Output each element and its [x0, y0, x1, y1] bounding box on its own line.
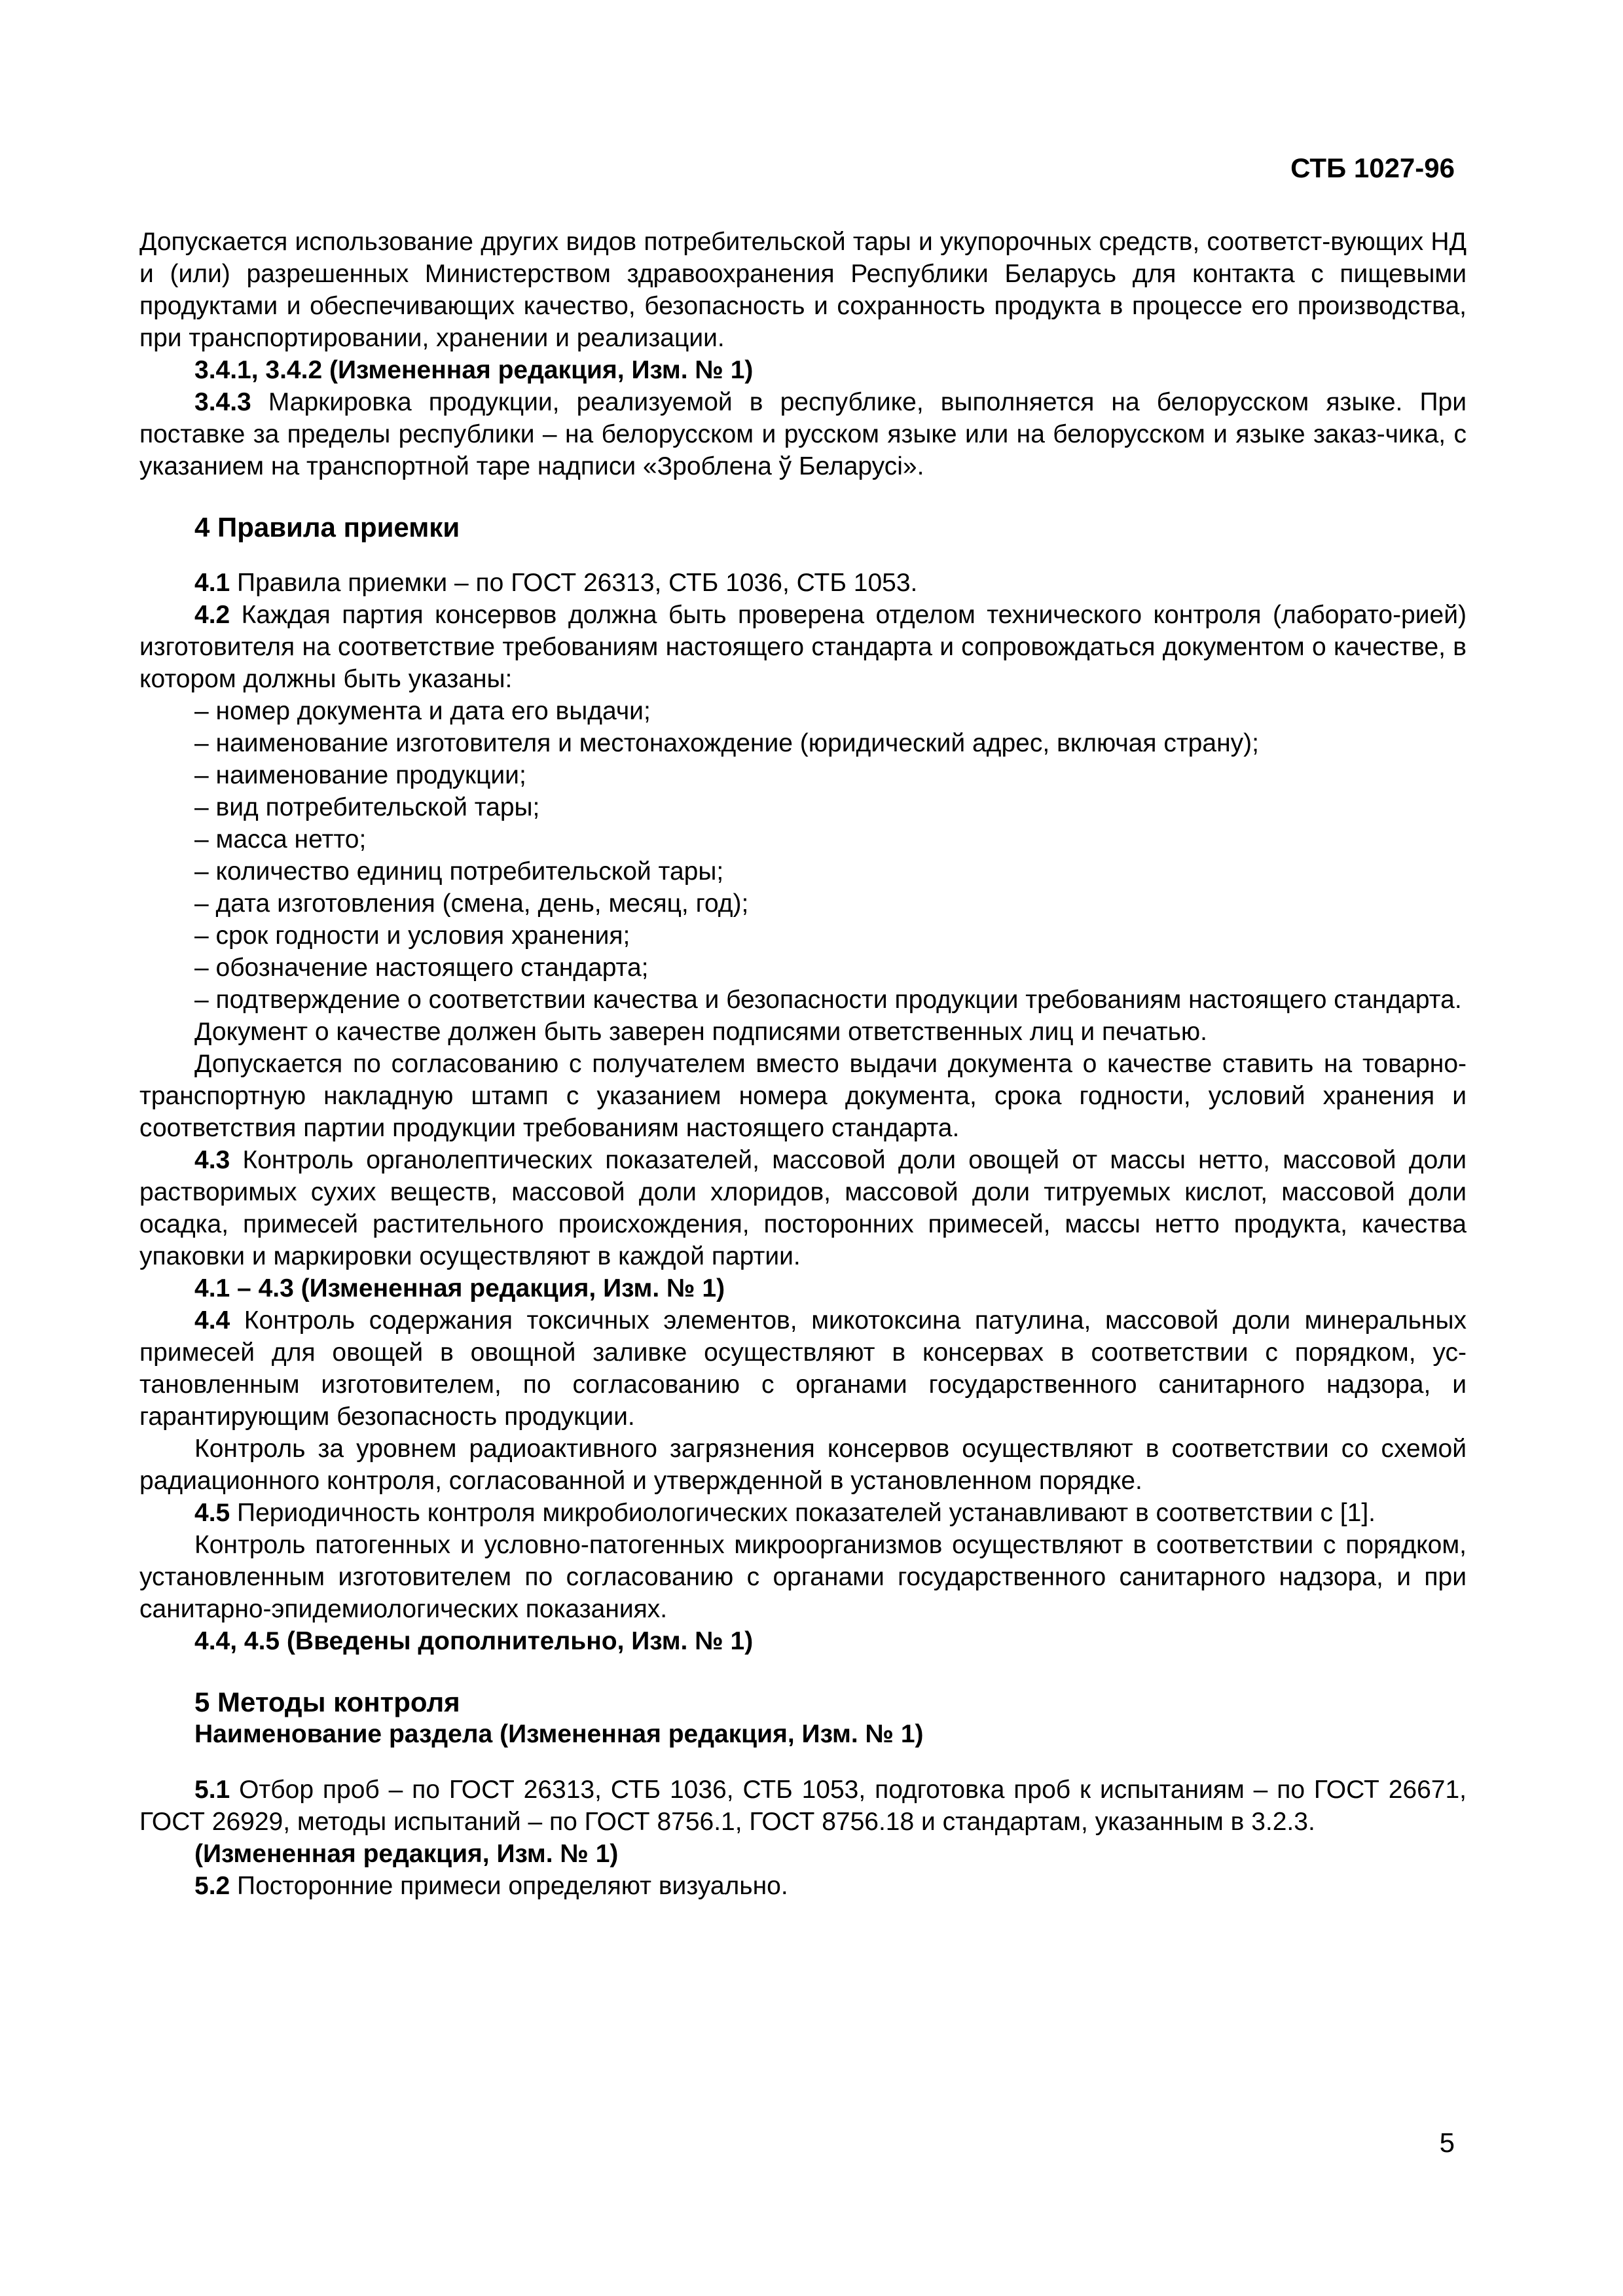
amendment-note: 3.4.1, 3.4.2 (Измененная редакция, Изм. № 1): [194, 356, 754, 384]
clause-number: 4.3: [194, 1146, 230, 1174]
clause-text: Контроль содержания токсичных элементов, микотоксина патулина, массовой доли минеральных примесей для овощей в овощной заливке осуществляют в консервах в соответствии с порядком, ус-тановленным изготовителем, по согласованию с органами государственного санитарного надзора, и гарантирующим безопасность продукции.: [139, 1306, 1467, 1431]
clause-number: 4.2: [194, 601, 230, 629]
clause-text: Посторонние примеси определяют визуально.: [230, 1872, 788, 1900]
paragraph-radiation-control: Контроль за уровнем радиоактивного загрязнения консервов осуществляют в соответствии со схемой радиационного контроля, согласованной и утвержденной в установленном порядке.: [139, 1435, 1467, 1495]
clause-4-4: [139, 1304, 1467, 1433]
clause-text: Контроль органолептических показателей, массовой доли овощей от массы нетто, массовой доли растворимых сухих веществ, массовой доли хлоридов, массовой доли титруемых кислот, массовой доли осадка, примесей растительного происхождения, посторонних примесей, массы нетто продукта, качества упаковки и маркировки осуществляют в каждой партии.: [139, 1146, 1467, 1270]
clause-4-2: [139, 599, 1467, 695]
clause-text: Периодичность контроля микробиологических показателей устанавливают в соответствии с [1].: [230, 1499, 1376, 1527]
list-item: – срок годности и условия хранения;: [194, 922, 630, 950]
list-item: – дата изготовления (смена, день, месяц, год);: [194, 889, 749, 918]
list-item: – количество единиц потребительской тары;: [194, 857, 724, 886]
paragraph-pathogen-control: Контроль патогенных и условно-патогенных микроорганизмов осуществляют в соответствии с порядком, установленным изготовителем по согласованию с органами государственного санитарного надзора, и при санитарно-эпидемиологических показаниях.: [139, 1531, 1467, 1623]
clause-5-2: [139, 1870, 1467, 1902]
list-item: – масса нетто;: [194, 825, 367, 853]
list-item: – подтверждение о соответствии качества и безопасности продукции требованиям настоящего стандарта.: [194, 986, 1462, 1014]
clause-text: Каждая партия консервов должна быть проверена отделом технического контроля (лаборато-рией) изготовителя на соответствие требованиям настоящего стандарта и сопровождаться документом о качестве, в котором должны быть указаны:: [139, 601, 1467, 693]
clause-text: Отбор проб – по ГОСТ 26313, СТБ 1036, СТБ 1053, подготовка проб к испытаниям – по ГОСТ 26671, ГОСТ 26929, методы испытаний – по ГОСТ 8756.1, ГОСТ 8756.18 и стандартам, указанным в 3.2.3.: [139, 1776, 1467, 1836]
amendment-note: (Измененная редакция, Изм. № 1): [194, 1840, 619, 1868]
clause-5-1: [139, 1774, 1467, 1838]
clause-number: 4.1: [194, 569, 230, 597]
page-content: [139, 226, 1467, 1902]
clause-number: 3.4.3: [194, 388, 251, 416]
list-item: – наименование продукции;: [194, 761, 526, 789]
clause-number: 4.4: [194, 1306, 230, 1335]
paragraph-packaging: Допускается использование других видов потребительской тары и укупорочных средств, соответст-вующих НД и (или) разрешенных Министерством здравоохранения Республики Беларусь для контакта с пищевыми продуктами и обеспечивающих качество, безопасность и сохранность продукта в процессе его производства, при транспортировании, хранении и реализации.: [139, 228, 1467, 352]
clause-number: 5.2: [194, 1872, 230, 1900]
amendment-note: 4.4, 4.5 (Введены дополнительно, Изм. № 1): [194, 1627, 754, 1655]
page-number: 5: [1439, 2127, 1455, 2158]
amendment-note: 4.1 – 4.3 (Измененная редакция, Изм. № 1): [194, 1274, 725, 1302]
list-item: – вид потребительской тары;: [194, 793, 540, 821]
section-subheading: Наименование раздела (Измененная редакция, Изм. № 1): [194, 1720, 924, 1748]
clause-4-5: [139, 1497, 1467, 1529]
clause-3-4-3: [139, 386, 1467, 482]
paragraph-waybill-stamp: Допускается по согласованию с получателем вместо выдачи документа о качестве ставить на товарно-транспортную накладную штамп с указанием номера документа, срока годности, условий хранения и соответствия партии продукции требованиям настоящего стандарта.: [139, 1050, 1467, 1142]
list-item: – обозначение настоящего стандарта;: [194, 954, 649, 982]
clause-text: Маркировка продукции, реализуемой в республике, выполняется на белорусском языке. При поставке за пределы республики – на белорусском и русском языке или на белорусском и языке заказ-чика, с указанием на транспортной таре надписи «Зроблена ў Беларусі».: [139, 388, 1467, 480]
paragraph-document-signature: Документ о качестве должен быть заверен подписями ответственных лиц и печатью.: [194, 1018, 1207, 1046]
clause-number: 5.1: [194, 1776, 230, 1804]
clause-text: Правила приемки – по ГОСТ 26313, СТБ 1036, СТБ 1053.: [230, 569, 918, 597]
section-heading-5: 5 Методы контроля: [194, 1687, 460, 1717]
section-heading-4: 4 Правила приемки: [194, 512, 460, 543]
clause-number: 4.5: [194, 1499, 230, 1527]
list-item: – наименование изготовителя и местонахождение (юридический адрес, включая страну);: [194, 729, 1259, 757]
clause-4-3: [139, 1144, 1467, 1272]
clause-4-1: [139, 567, 1467, 599]
document-code: СТБ 1027-96: [1290, 152, 1455, 183]
list-item: – номер документа и дата его выдачи;: [194, 697, 651, 725]
